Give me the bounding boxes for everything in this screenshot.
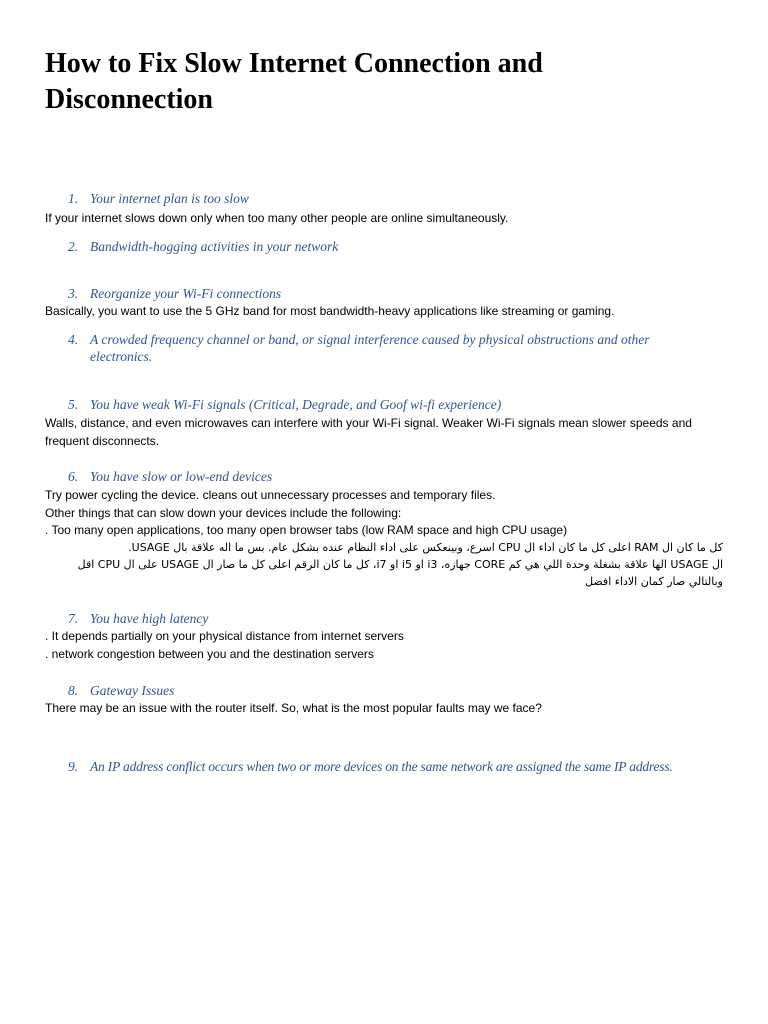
section-number: 2.	[68, 239, 79, 254]
section-1-body-line-1: If your internet slows down only when too many other people are online simultaneously.	[45, 211, 509, 225]
section-heading-1	[68, 190, 728, 207]
section-heading-2	[68, 238, 728, 255]
section-number: 8.	[68, 683, 79, 698]
section-number: 6.	[68, 469, 79, 484]
section-heading-text: An IP address conflict occurs when two or more devices on the same network are assigned the same IP address.	[90, 759, 673, 774]
section-7-body-line-1: . It depends partially on your physical distance from internet servers	[45, 629, 404, 643]
section-number: 3.	[68, 286, 79, 301]
section-heading-8	[68, 682, 728, 699]
section-heading-text: Bandwidth-hogging activities in your network	[90, 239, 339, 254]
section-heading-6	[68, 468, 728, 485]
section-8-body-line-1: There may be an issue with the router itself. So, what is the most popular faults may we face?	[45, 701, 542, 715]
section-number: 7.	[68, 611, 79, 626]
section-number: 1.	[68, 191, 79, 206]
section-heading-5	[68, 396, 728, 413]
section-5-body-line-1: Walls, distance, and even microwaves can interfere with your Wi-Fi signal. Weaker Wi-Fi signals mean slower speeds and frequent disconnects.	[45, 416, 692, 448]
section-heading-text: Reorganize your Wi-Fi connections	[90, 286, 282, 301]
section-heading-text: You have slow or low-end devices	[90, 469, 273, 484]
section-heading-text: Your internet plan is too slow	[90, 191, 249, 206]
section-heading-text: A crowded frequency channel or band, or signal interference caused by physical obstructions and other electronics.	[90, 332, 650, 364]
section-number: 4.	[68, 332, 79, 347]
section-number: 5.	[68, 397, 79, 412]
section-heading-7	[68, 610, 728, 627]
section-number: 9.	[68, 759, 78, 774]
section-3-body-line-1: Basically, you want to use the 5 GHz band for most bandwidth-heavy applications like streaming or gaming.	[45, 304, 615, 318]
section-6-body-line-1: Try power cycling the device. cleans out unnecessary processes and temporary files.	[45, 488, 496, 502]
section-7-body-line-2: . network congestion between you and the destination servers	[45, 647, 374, 661]
section-6-body-line-3: . Too many open applications, too many open browser tabs (low RAM space and high CPU usage)	[45, 523, 568, 537]
section-heading-4	[68, 331, 678, 365]
section-heading-3	[68, 285, 728, 302]
section-heading-9	[68, 758, 758, 775]
section-heading-text: You have weak Wi-Fi signals (Critical, Degrade, and Goof wi-fi experience)	[90, 397, 502, 412]
section-6-arabic-line-1: كل ما كان ال RAM اعلى كل ما كان اداء ال CPU اسرع، وبينعكس على اداء النظام عنده بشكل عام. بس ما اله علاقة بال USAGE.	[128, 541, 723, 554]
section-6-arabic-line-2: ال USAGE الها علاقة بشغلة وحدة اللي هي كم CORE جهازه، i3 او i5 او i7، كل ما كان الرقم اعلى كل ما صار ال USAGE على ال CPU اقل وبالتالي صار كمان الاداء افضل	[77, 558, 723, 588]
section-6-body-line-2: Other things that can slow down your devices include the following:	[45, 506, 402, 520]
document-title: How to Fix Slow Internet Connection and Disconnection	[45, 48, 543, 115]
section-heading-text: Gateway Issues	[90, 683, 175, 698]
section-heading-text: You have high latency	[90, 611, 209, 626]
